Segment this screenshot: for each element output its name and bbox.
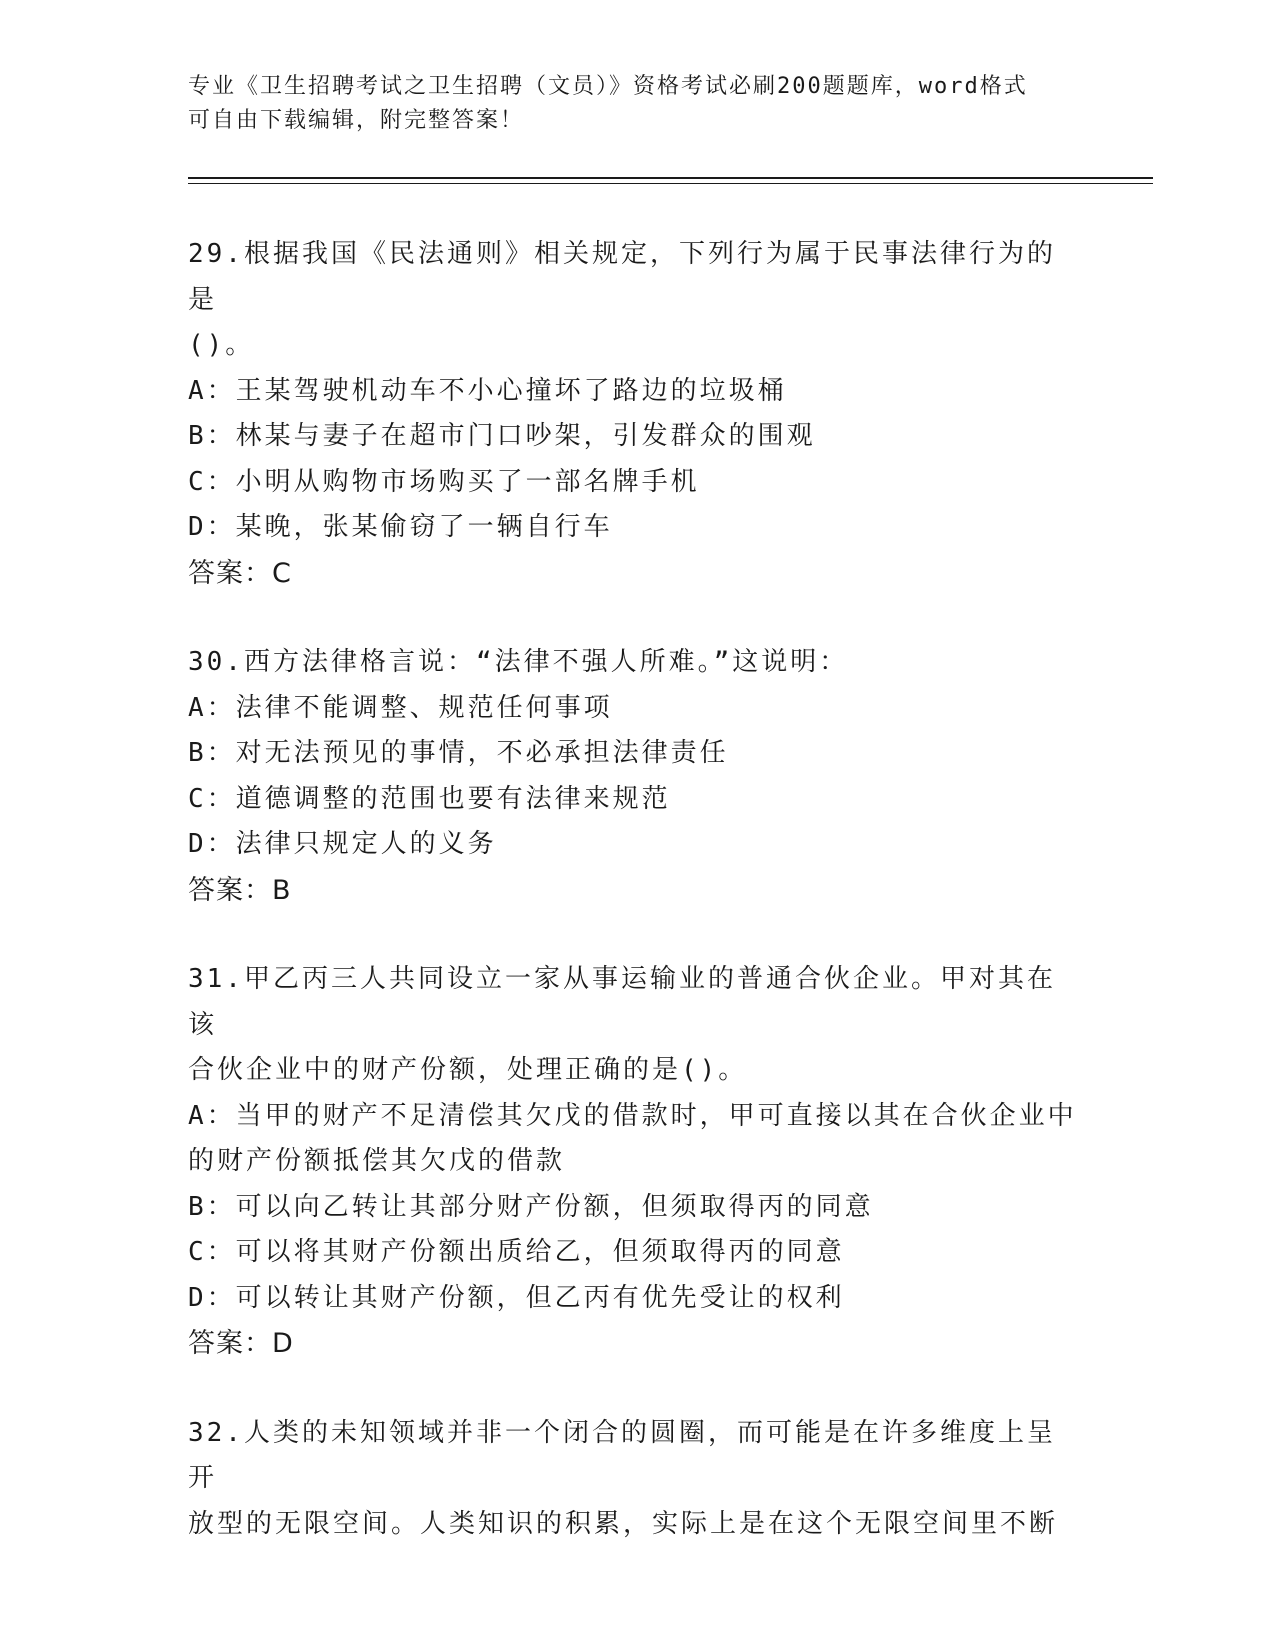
header-line-2: 可自由下载编辑，附完整答案！	[188, 108, 525, 133]
header-line-1: 专业《卫生招聘考试之卫生招聘（文员）》资格考试必刷200题题库，word格式	[188, 74, 1028, 99]
question-stem: 放型的无限空间。人类知识的积累，实际上是在这个无限空间里不断	[188, 1508, 1059, 1539]
question-31	[188, 957, 1078, 1367]
question-stem: 合伙企业中的财产份额，处理正确的是()。	[188, 1055, 748, 1085]
option-b: B：可以向乙转让其部分财产份额，但须取得丙的同意	[188, 1191, 874, 1222]
option-c: C：道德调整的范围也要有法律来规范	[188, 783, 671, 814]
option-a: A：法律不能调整、规范任何事项	[188, 692, 613, 723]
answer: 答案：D	[188, 1328, 294, 1359]
answer: 答案：B	[188, 874, 292, 906]
question-30	[188, 640, 1078, 913]
option-b: B：林某与妻子在超市门口吵架，引发群众的围观	[188, 421, 816, 451]
question-32	[188, 1411, 1078, 1548]
question-stem: ()。	[188, 330, 255, 360]
question-stem: 29.根据我国《民法通则》相关规定，下列行为属于民事法律行为的是	[188, 239, 1056, 315]
option-b: B：对无法预见的事情，不必承担法律责任	[188, 738, 729, 768]
question-29	[188, 232, 1078, 596]
option-c: C：可以将其财产份额出质给乙，但须取得丙的同意	[188, 1237, 845, 1267]
header-divider-thick	[188, 177, 1153, 179]
question-stem: 30.西方法律格言说：“法律不强人所难。”这说明：	[188, 647, 849, 677]
question-list	[188, 232, 1078, 1591]
question-stem: 32.人类的未知领域并非一个闭合的圆圈，而可能是在许多维度上呈开	[188, 1417, 1056, 1493]
document-header	[188, 70, 1088, 138]
option-d: D：可以转让其财产份额，但乙丙有优先受让的权利	[188, 1282, 845, 1313]
option-d: D：某晚，张某偷窃了一辆自行车	[188, 512, 613, 542]
option-d: D：法律只规定人的义务	[188, 829, 497, 859]
option-c: C：小明从购物市场购买了一部名牌手机	[188, 466, 700, 497]
header-divider-thin	[188, 183, 1153, 184]
question-stem: 31.甲乙丙三人共同设立一家从事运输业的普通合伙企业。甲对其在该	[188, 964, 1056, 1040]
answer: 答案：C	[188, 557, 292, 589]
option-a: A：当甲的财产不足清偿其欠戊的借款时，甲可直接以其在合伙企业中	[188, 1100, 1077, 1131]
option-a-continued: 的财产份额抵偿其欠戊的借款	[188, 1146, 566, 1176]
option-a: A：王某驾驶机动车不小心撞坏了路边的垃圾桶	[188, 375, 787, 406]
